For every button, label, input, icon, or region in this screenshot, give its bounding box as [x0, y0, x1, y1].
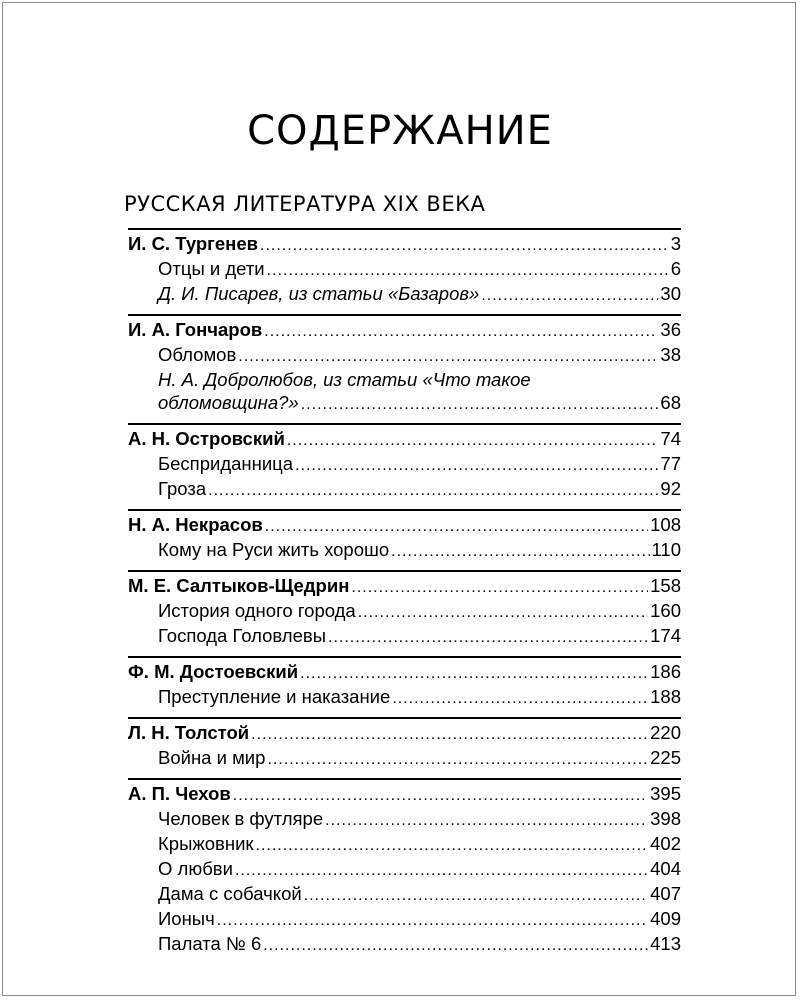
work-title: Крыжовник [158, 833, 254, 854]
work-title-line2: обломовщина?» [158, 392, 299, 413]
toc-work-entry[interactable] [128, 538, 681, 563]
page-number: 174 [650, 625, 681, 646]
toc-group-dostoevsky [128, 656, 681, 710]
page-number: 77 [660, 453, 681, 474]
page-number: 188 [650, 686, 681, 707]
page-number: 110 [651, 539, 681, 560]
dot-leader [328, 626, 648, 649]
toc-group-chekhov [128, 778, 681, 957]
work-title: Дама с собачкой [158, 883, 302, 904]
dot-leader [263, 934, 648, 957]
dot-leader [351, 576, 648, 599]
toc-author-entry[interactable] [128, 318, 681, 343]
work-title: Война и мир [158, 747, 266, 768]
toc-work-entry[interactable] [128, 882, 681, 907]
page-number: 3 [670, 233, 681, 254]
toc-work-entry[interactable] [128, 257, 681, 282]
work-title: Кому на Руси жить хорошо [158, 539, 390, 560]
dot-leader [267, 259, 669, 282]
work-title: Бесприданница [158, 453, 294, 474]
page-number: 74 [660, 428, 681, 449]
section-title: РУССКАЯ ЛИТЕРАТУРА XIX ВЕКА [124, 192, 486, 216]
work-title: История одного города [158, 600, 356, 621]
dot-leader [287, 429, 659, 452]
dot-leader [217, 909, 648, 932]
dot-leader [300, 662, 648, 685]
dot-leader [481, 284, 658, 307]
work-title: Отцы и дети [158, 258, 265, 279]
dot-leader [238, 345, 658, 368]
dot-leader [256, 834, 649, 857]
page-number: 30 [660, 283, 681, 304]
dot-leader [265, 515, 648, 538]
author-name: А. П. Чехов [128, 783, 231, 804]
toc-work-entry[interactable] [128, 282, 681, 307]
dot-leader [235, 859, 648, 882]
author-name: М. Е. Салтыков-Щедрин [128, 575, 350, 596]
toc-work-entry[interactable] [128, 624, 681, 649]
author-name: А. Н. Островский [128, 428, 285, 449]
page-number: 6 [670, 258, 681, 279]
work-title: Обломов [158, 344, 237, 365]
dot-leader [301, 393, 659, 416]
dot-leader [392, 687, 648, 710]
toc-work-entry[interactable] [128, 932, 681, 957]
toc-work-entry[interactable] [128, 746, 681, 771]
toc-work-entry[interactable] [128, 832, 681, 857]
work-title: Палата № 6 [158, 933, 262, 954]
author-name: И. А. Гончаров [128, 319, 263, 340]
page-number: 413 [650, 933, 681, 954]
toc-work-entry[interactable] [128, 452, 681, 477]
page-number: 395 [650, 783, 681, 804]
dot-leader [304, 884, 648, 907]
page-number: 92 [660, 478, 681, 499]
author-name: И. С. Тургенев [128, 233, 258, 254]
toc-work-entry[interactable] [128, 907, 681, 932]
work-title: Гроза [158, 478, 207, 499]
toc-group-turgenev [128, 228, 681, 307]
toc-author-entry[interactable] [128, 574, 681, 599]
page-title: СОДЕРЖАНИЕ [247, 108, 553, 154]
table-of-contents [128, 228, 681, 957]
work-title: Человек в футляре [158, 808, 324, 829]
page-number: 38 [660, 344, 681, 365]
toc-author-entry[interactable] [128, 427, 681, 452]
page-number: 68 [660, 392, 681, 413]
author-name: Ф. М. Достоевский [128, 661, 299, 682]
toc-author-entry[interactable] [128, 782, 681, 807]
toc-author-entry[interactable] [128, 660, 681, 685]
page-number: 108 [650, 514, 681, 535]
page-number: 160 [650, 600, 681, 621]
toc-author-entry[interactable] [128, 232, 681, 257]
dot-leader [267, 748, 648, 771]
work-title: Ионыч [158, 908, 215, 929]
work-title: Д. И. Писарев, из статьи «Базаров» [158, 283, 480, 304]
dot-leader [251, 723, 648, 746]
page-number: 186 [650, 661, 681, 682]
dot-leader [264, 320, 658, 343]
page-number: 158 [650, 575, 681, 596]
page-number: 220 [650, 722, 681, 743]
toc-work-entry[interactable] [128, 477, 681, 502]
toc-work-entry[interactable] [128, 599, 681, 624]
toc-work-entry[interactable] [128, 343, 681, 368]
work-title: О любви [158, 858, 233, 879]
work-title-line1[interactable]: Н. А. Добролюбов, из статьи «Что такое [158, 369, 531, 390]
toc-group-goncharov [128, 314, 681, 416]
page-number: 36 [660, 319, 681, 340]
dot-leader [260, 234, 669, 257]
work-title: Господа Головлевы [158, 625, 327, 646]
toc-group-nekrasov [128, 509, 681, 563]
author-name: Н. А. Некрасов [128, 514, 263, 535]
toc-work-entry[interactable] [128, 857, 681, 882]
author-name: Л. Н. Толстой [128, 722, 250, 743]
dot-leader [325, 809, 648, 832]
toc-work-entry[interactable] [128, 685, 681, 710]
toc-group-tolstoy [128, 717, 681, 771]
toc-work-entry[interactable] [128, 391, 681, 416]
dot-leader [295, 454, 658, 477]
dot-leader [233, 784, 648, 807]
page-number: 225 [650, 747, 681, 768]
toc-author-entry[interactable] [128, 721, 681, 746]
dot-leader [208, 479, 658, 502]
page-number: 404 [650, 858, 681, 879]
toc-work-entry[interactable] [128, 807, 681, 832]
toc-group-ostrovsky [128, 423, 681, 502]
page-number: 402 [650, 833, 681, 854]
dot-leader [391, 540, 649, 563]
page-number: 398 [650, 808, 681, 829]
toc-group-saltykov [128, 570, 681, 649]
page-number: 407 [650, 883, 681, 904]
dot-leader [358, 601, 648, 624]
page-number: 409 [650, 908, 681, 929]
toc-author-entry[interactable] [128, 513, 681, 538]
work-title: Преступление и наказание [158, 686, 391, 707]
